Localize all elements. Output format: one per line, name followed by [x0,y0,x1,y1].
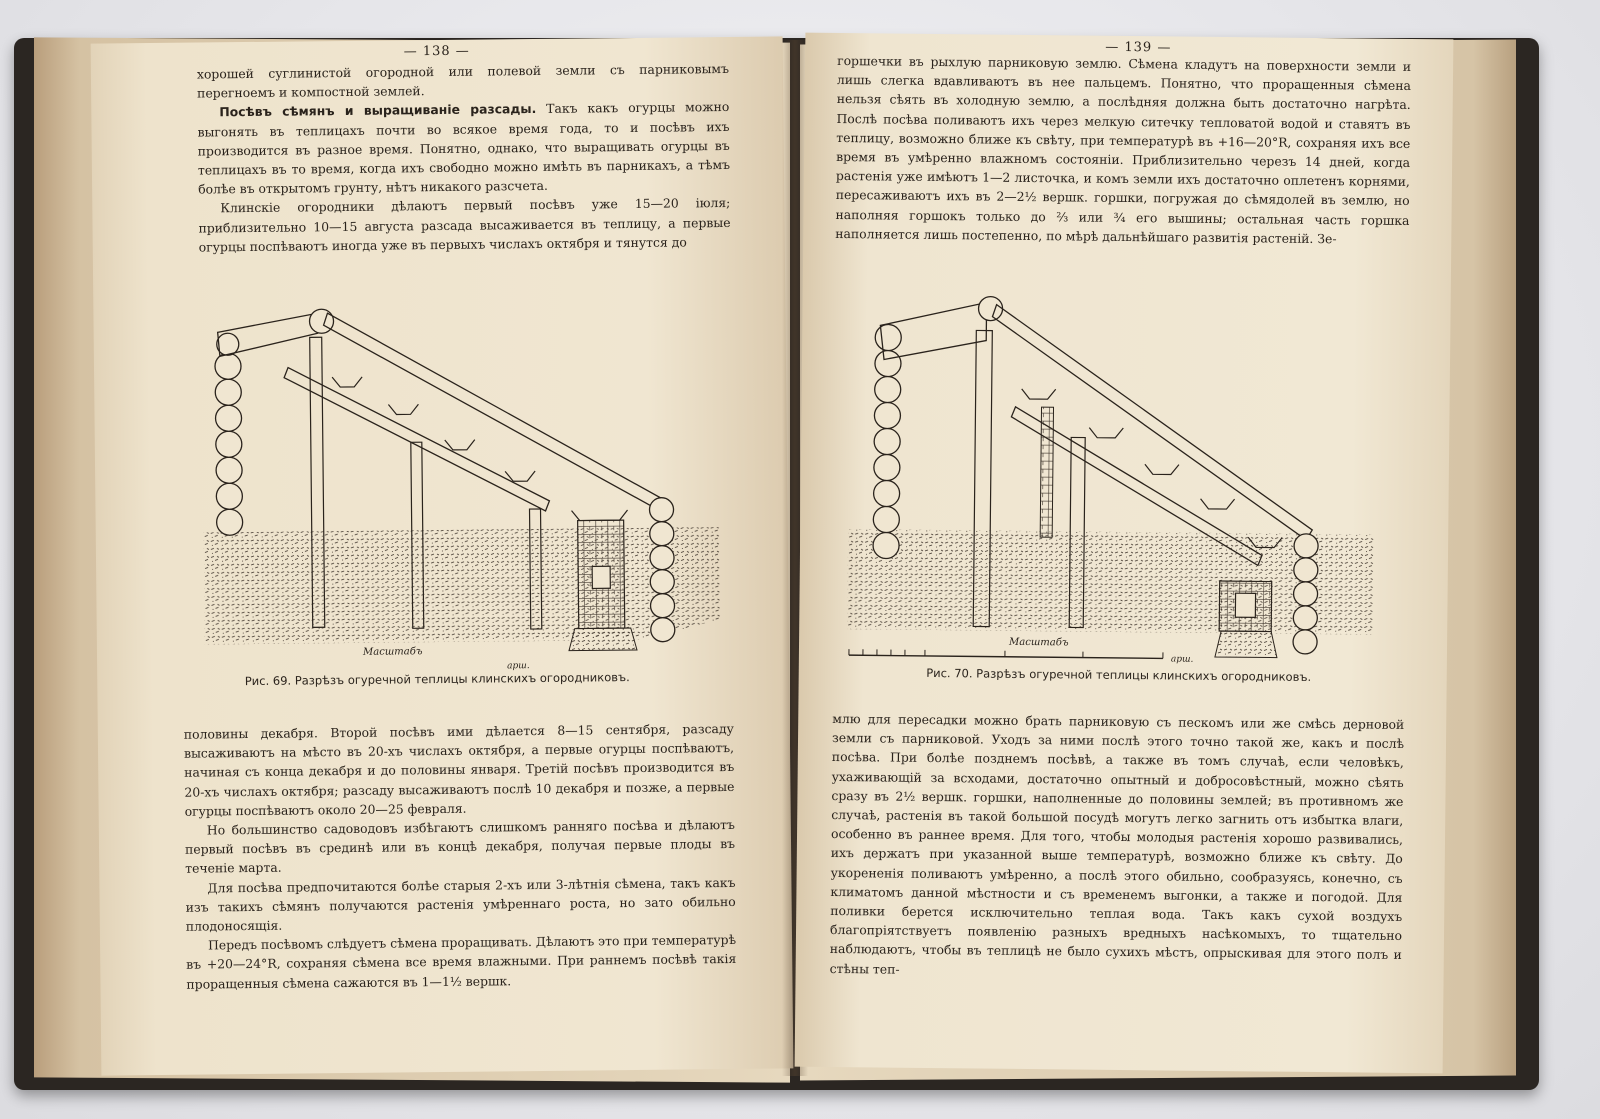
paragraph: хорошей суглинистой огородной или полевой земли съ парниковымъ перегноемъ и компостной землей. [196,60,729,101]
paragraph: млю для пересадки можно брать парниковую съ пескомъ или же смѣсь дерновой земли съ парниковой. Уходъ за ними послѣ этого точно такой же, какъ и послѣ посѣва. При болѣе позднемъ посѣвѣ, а также въ томъ случаѣ, если человѣкъ, ухаживающій за всходами, достаточно опытный и добросовѣстный, можно сѣять сразу въ 2½ вершк. горшки, наполненные до половины землей; въ противномъ же случаѣ, растенія въ такой большой посудѣ могутъ легко загнить отъ избытка влаги, особенно въ раннее время. Для того, чтобы молодыя растенія хорошо развивались, ихъ держатъ при указанной выше температурѣ, возможно ближе къ свѣту. До укорененія поливаютъ умѣренно, а послѣ этого обильно, сообразуясь, конечно, съ климатомъ данной мѣстности и съ временемъ выгонки, а также и погодой. Для поливки берется исключительно теплая вода. Такъ какъ сухой воздухъ благопріятствуетъ появленію разныхъ вредныхъ насѣкомыхъ, то тщательно наблюдаютъ, чтобы въ теплицѣ не было сухихъ мѣстъ, опрыскивая для этого полъ и стѣны теп- [829,710,1405,977]
figure-caption: Рис. 69. Разрѣзъ огуречной теплицы клинскихъ огородниковъ. [244,670,630,689]
scale-unit: арш. [507,661,530,672]
greenhouse-section-figure-70 [843,259,1407,665]
paragraph: горшечки въ рыхлую парниковую землю. Сѣмена кладутъ на поверхности земли и лишь слегка вдавливаютъ въ нее пальцемъ. Понятно, что проращенныя сѣмена нельзя сѣять въ холодную землю, а послѣдняя должна быть достаточно нагрѣта. Послѣ посѣва поливаютъ ихъ через мелкую ситечку тепловатой водой и ставятъ въ теплицу, возможно ближе къ свѣту, при температурѣ въ +16—20°R, сохраняя ихъ все время въ умѣренно влажномъ состояніи. Приблизительно черезъ 14 дней, когда растенія уже имѣютъ 1—2 листочка, и комъ земли ихъ достаточно оплетенъ корнями, пересаживаютъ ихъ въ 2—2½ вершк. горшки, погружая до сѣмядолей въ землю, но наполняя горшокъ только до ⅔ или ¾ его вышины; остальная часть горшка наполняется лишь постепенно, по мѣрѣ дальнѣйшаго развитія растеній. Зе- [835,52,1412,247]
paragraph: Но большинство садоводовъ избѣгаютъ слишкомъ ранняго посѣва и дѣлаютъ первый посѣвъ въ срединѣ или въ концѣ декабря, получая первые плоды въ теченіе марта. [184,816,736,877]
page-number: — 138 — [403,43,470,60]
paragraph: половины декабря. Второй посѣвъ ими дѣлается 8—15 сентября, разсаду высаживаютъ на мѣсто въ 20-хъ числахъ октября, а первые огурцы поспѣваютъ, начиная съ конца декабря и до половины января. Третій посѣвъ производится въ 20-хъ числахъ октября; разсаду высаживаютъ послѣ 10 декабря и позже, а первые огурцы поспѣваютъ около 20—25 февраля. [183,720,735,819]
scale-label: Масштабъ [1009,636,1069,649]
greenhouse-section-figure-69 [197,269,761,665]
page-number: — 139 — [1105,39,1172,56]
left-top-text [197,59,731,257]
scale-unit: арш. [1170,654,1194,665]
right-bottom-text [830,709,1405,984]
paragraph-body: Такъ какъ огурцы можно выгонять въ теплицахъ почти во всякое время года, то и посѣвъ ихъ производится въ разное время. Понятно, однако, что выращивать огурцы въ теплицахъ въ то время, когда ихъ свободно можно имѣть въ парникахъ, а тѣмъ болѣе въ открытомъ грунту, нѣтъ никакого разсчета. [197,99,730,197]
left-bottom-text [184,719,737,994]
paragraph-with-heading [197,97,730,199]
left-page [91,36,794,1075]
right-top-text [835,51,1411,249]
paragraph: Клинскіе огородники дѣлаютъ первый посѣвъ уже 15—20 іюля; приблизительно 10—15 августа разсада высаживается въ теплицу, а первые огурцы поспѣваютъ иногда уже въ первыхъ числахъ октября и тянутся до [198,195,731,255]
paragraph: Передъ посѣвомъ слѣдуетъ сѣмена проращивать. Дѣлаютъ это при температурѣ въ +20—24°R, сохраняя сѣмена все время влажными. При раннемъ посѣвѣ такія проращенныя сѣмена сажаются въ 1—1½ вершк. [186,932,737,992]
scale-label: Масштабъ [362,646,423,658]
figure-caption: Рис. 70. Разрѣзъ огуречной теплицы клинскихъ огородниковъ. [926,665,1312,684]
paragraph: Для посѣва предпочитаются болѣе старыя 2-хъ или 3-лѣтнія сѣмена, такъ какъ изъ такихъ сѣмянъ получаются растенія умѣреннаго роста, но зато обильно плодоносящія. [185,874,736,934]
right-page [795,33,1454,1074]
section-heading: Посѣвъ сѣмянъ и выращиваніе разсады. [219,101,537,120]
